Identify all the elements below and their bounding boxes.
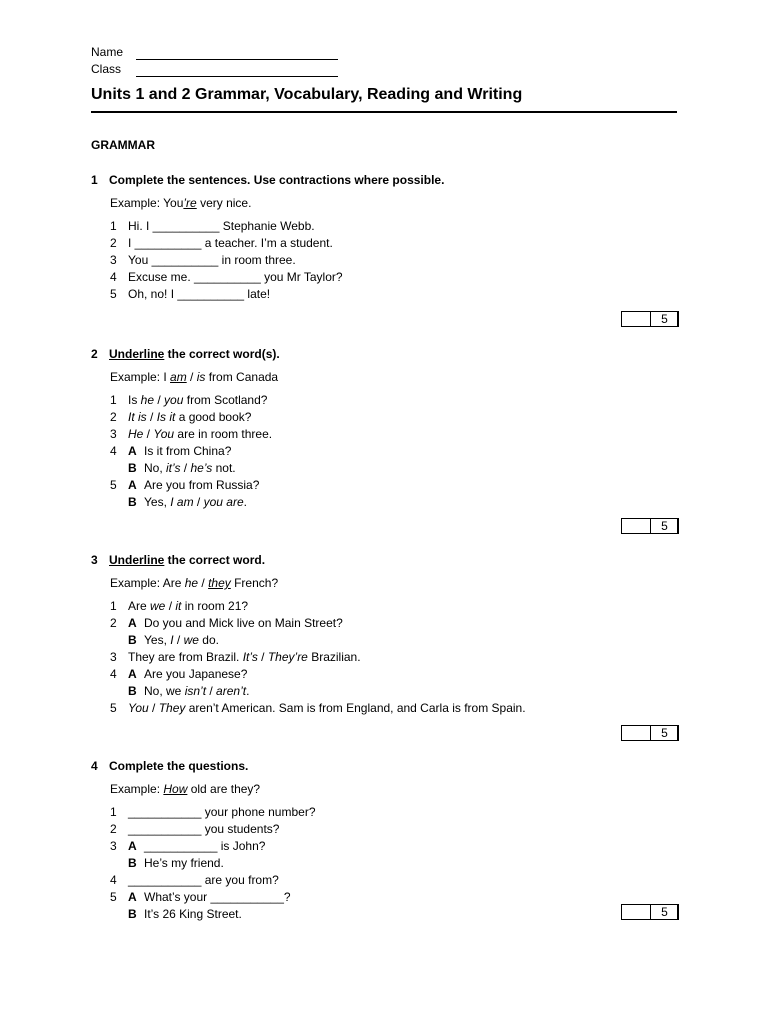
q4-score-box[interactable] — [621, 904, 678, 920]
q1-item: 5 Oh, no! I __________ late! — [110, 287, 271, 301]
q3-score-box[interactable] — [621, 725, 678, 741]
q3-item: 1 Are we / it in room 21? — [110, 599, 249, 613]
name-label: Name — [91, 45, 124, 59]
q4-item: 5 A What’s your ___________? — [110, 890, 291, 904]
q3-example: Example: Are he / they French? — [110, 576, 279, 590]
q2-item: 3 He / You are in room three. — [110, 427, 273, 441]
q4-item-b: B It’s 26 King Street. — [128, 907, 242, 921]
q2-item-b: B Yes, I am / you are. — [128, 495, 247, 509]
q3-item: 4 A Are you Japanese? — [110, 667, 248, 681]
q2-item: 2 It is / Is it a good book? — [110, 410, 252, 424]
q2-item-b: B No, it’s / he’s not. — [128, 461, 236, 475]
q1-item: 3 You __________ in room three. — [110, 253, 296, 267]
q4-score-total: 5 — [650, 904, 679, 920]
q3-item-b: B Yes, I / we do. — [128, 633, 219, 647]
q1-score-total: 5 — [650, 311, 679, 327]
q3-item: 5 You / They aren’t American. Sam is from England, and Carla is from Spain. — [110, 701, 526, 715]
q4-item: 1 ___________ your phone number? — [110, 805, 316, 819]
q4-item: 2 ___________ you students? — [110, 822, 280, 836]
class-field[interactable] — [136, 76, 338, 77]
q2-item: 1 Is he / you from Scotland? — [110, 393, 268, 407]
page-title: Units 1 and 2 Grammar, Vocabulary, Reading and Writing — [91, 86, 523, 103]
q1-example: Example: You’re very nice. — [110, 196, 252, 210]
q3-item-b: B No, we isn’t / aren’t. — [128, 684, 250, 698]
q4-item: 4 ___________ are you from? — [110, 873, 279, 887]
q1-item: 1 Hi. I __________ Stephanie Webb. — [110, 219, 315, 233]
q2-example: Example: I am / is from Canada — [110, 370, 279, 384]
q2-instruction: 2 Underline the correct word(s). — [91, 347, 280, 361]
q4-item-b: B He’s my friend. — [128, 856, 224, 870]
name-field[interactable] — [136, 59, 338, 60]
q2-item: 4 A Is it from China? — [110, 444, 232, 458]
class-label: Class — [91, 62, 122, 76]
q2-score-box[interactable] — [621, 518, 678, 534]
q3-item: 3 They are from Brazil. It’s / They’re Brazilian. — [110, 650, 361, 664]
q3-instruction: 3 Underline the correct word. — [91, 553, 266, 567]
q4-instruction: 4 Complete the questions. — [91, 759, 249, 773]
q2-item: 5 A Are you from Russia? — [110, 478, 260, 492]
q1-item: 4 Excuse me. __________ you Mr Taylor? — [110, 270, 343, 284]
q1-item: 2 I __________ a teacher. I’m a student. — [110, 236, 333, 250]
q2-score-total: 5 — [650, 518, 679, 534]
q3-score-total: 5 — [650, 725, 679, 741]
q1-instruction: 1 Complete the sentences. Use contractions where possible. — [91, 173, 445, 187]
title-rule — [91, 111, 677, 113]
q4-example: Example: How old are they? — [110, 782, 261, 796]
q4-item: 3 A ___________ is John? — [110, 839, 266, 853]
section-heading: GRAMMAR — [91, 138, 155, 152]
q3-item: 2 A Do you and Mick live on Main Street? — [110, 616, 343, 630]
q1-score-box[interactable] — [621, 311, 678, 327]
